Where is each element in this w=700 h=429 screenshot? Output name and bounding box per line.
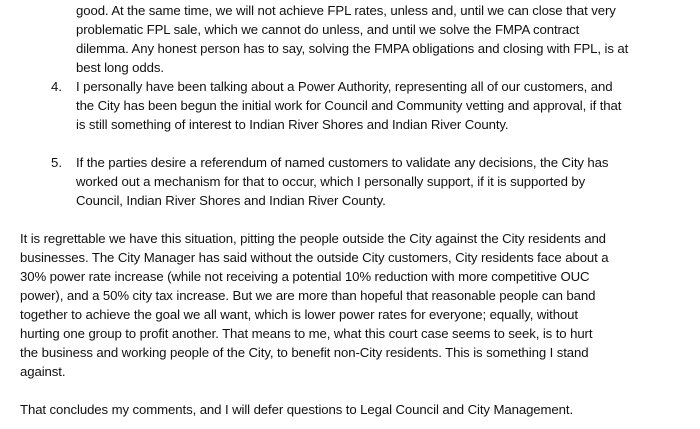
text-line: together to achieve the goal we all want, which is lower power rates for everyone; equally, without (20, 307, 578, 322)
text-line: best long odds. (76, 60, 164, 75)
text-line: I personally have been talking about a Power Authority, representing all of our customers, and (76, 79, 613, 94)
text-line: 30% power rate increase (while not receiving a potential 10% reduction with more competitive OUC (20, 269, 590, 284)
list-item-number: 5. (51, 155, 62, 170)
text-line: problematic FPL sale, which we cannot do unless, and until we solve the FMPA contract (76, 22, 580, 37)
text-line: is still something of interest to Indian River Shores and Indian River County. (76, 117, 509, 132)
text-line: good. At the same time, we will not achieve FPL rates, unless and, until we can close that very (76, 3, 616, 18)
text-line: Council, Indian River Shores and Indian River County. (76, 193, 386, 208)
text-line: It is regrettable we have this situation, pitting the people outside the City against the City residents and (20, 231, 606, 246)
text-line: businesses. The City Manager has said without the outside City customers, City residents face about a (20, 250, 609, 265)
text-line: power), and a 50% city tax increase. But we are more than hopeful that reasonable people can band (20, 288, 596, 303)
text-line: dilemma. Any honest person has to say, solving the FMPA obligations and closing with FPL, is at (76, 41, 629, 56)
text-line: That concludes my comments, and I will defer questions to Legal Council and City Management. (20, 402, 574, 417)
text-line: the City has been begun the initial work for Council and Community vetting and approval, if that (76, 98, 622, 113)
text-line: the business and working people of the City, to benefit non-City residents. This is something I stand (20, 345, 589, 360)
text-line: hurting one group to profit another. That means to me, what this court case seems to seek, is to hurt (20, 326, 593, 341)
text-line: against. (20, 364, 66, 379)
text-line: If the parties desire a referendum of named customers to validate any decisions, the City has (76, 155, 609, 170)
text-line: worked out a mechanism for that to occur, which I personally support, if it is supported by (76, 174, 586, 189)
list-item-number: 4. (51, 79, 62, 94)
